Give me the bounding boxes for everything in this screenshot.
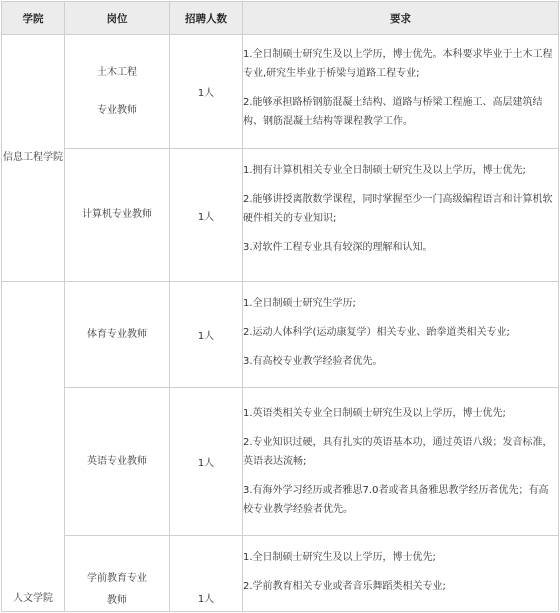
table-row <box>2 536 559 612</box>
position-line: 土木工程 <box>97 66 137 78</box>
header-position: 岗位 <box>65 2 170 35</box>
count-cell: 1人 <box>170 388 243 536</box>
requirement-item: 2.专业知识过硬，具有扎实的英语基本功，通过英语八级；发音标准，英语表达流畅; <box>243 437 553 467</box>
requirement-item: 2.能够讲授离散数学课程，同时掌握至少一门高级编程语言和计算机软硬件相关的专业知识; <box>243 194 553 224</box>
position-cell <box>65 282 170 388</box>
requirement-item: 3.有海外学习经历或者雅思7.0者或者具备雅思教学经历者优先；有高校专业教学经验者优先。 <box>243 485 549 515</box>
table-row <box>2 388 559 536</box>
position-name: 英语专业教师 <box>87 455 147 467</box>
count-cell: 1人 <box>170 282 243 388</box>
college-name: 信息工程学院 <box>3 152 63 163</box>
requirement-item: 2.运动人体科学(运动康复学）相关专业、跆拳道类相关专业; <box>243 327 510 338</box>
position-cell <box>65 536 170 612</box>
position-line: 教师 <box>107 595 127 606</box>
position-name: 体育专业教师 <box>87 328 147 340</box>
requirements-cell <box>243 35 559 149</box>
position-line: 专业教师 <box>97 104 137 116</box>
position-name: 计算机专业教师 <box>82 209 152 220</box>
requirements-cell <box>243 149 559 282</box>
position-cell <box>65 149 170 282</box>
college-cell <box>2 35 65 282</box>
college-name: 人文学院 <box>13 593 53 604</box>
header-count: 招聘人数 <box>170 2 243 35</box>
requirement-item: 1.英语类相关专业全日制硕士研究生及以上学历，博士优先; <box>243 408 506 419</box>
requirement-item: 2.学前教育相关专业或者音乐舞蹈类相关专业; <box>243 581 446 592</box>
header-row <box>2 2 559 35</box>
requirement-item: 1.拥有计算机相关专业全日制硕士研究生及以上学历，博士优先; <box>243 165 526 176</box>
requirement-item: 1.全日制硕士研究生学历; <box>243 298 356 309</box>
requirement-item: 3.对软件工程专业具有较深的理解和认知。 <box>243 242 433 253</box>
requirement-item: 2.能够承担路桥钢筋混凝土结构、道路与桥梁工程施工、高层建筑结构、钢筋混凝土结构等课程教学工作。 <box>243 97 543 127</box>
position-cell <box>65 35 170 149</box>
college-cell <box>2 282 65 612</box>
position-line: 学前教育专业 <box>87 573 147 584</box>
count-cell: 1人 <box>170 536 243 612</box>
requirements-cell <box>243 388 559 536</box>
table-row <box>2 282 559 388</box>
requirement-item: 1.全日制硕士研究生及以上学历，博士优先。本科要求毕业于土木工程专业,研究生毕业于桥梁与道路工程专业; <box>243 49 553 79</box>
recruitment-table <box>1 1 559 612</box>
requirements-cell <box>243 536 559 612</box>
header-requirements: 要求 <box>243 2 559 35</box>
requirement-item: 1.全日制硕士研究生及以上学历，博士优先; <box>243 552 436 563</box>
count-cell: 1人 <box>170 149 243 282</box>
table-row <box>2 35 559 149</box>
requirement-item: 3.有高校专业教学经验者优先。 <box>243 356 383 367</box>
count-cell: 1人 <box>170 35 243 149</box>
requirements-cell <box>243 282 559 388</box>
table-row <box>2 149 559 282</box>
header-college: 学院 <box>2 2 65 35</box>
position-cell <box>65 388 170 536</box>
